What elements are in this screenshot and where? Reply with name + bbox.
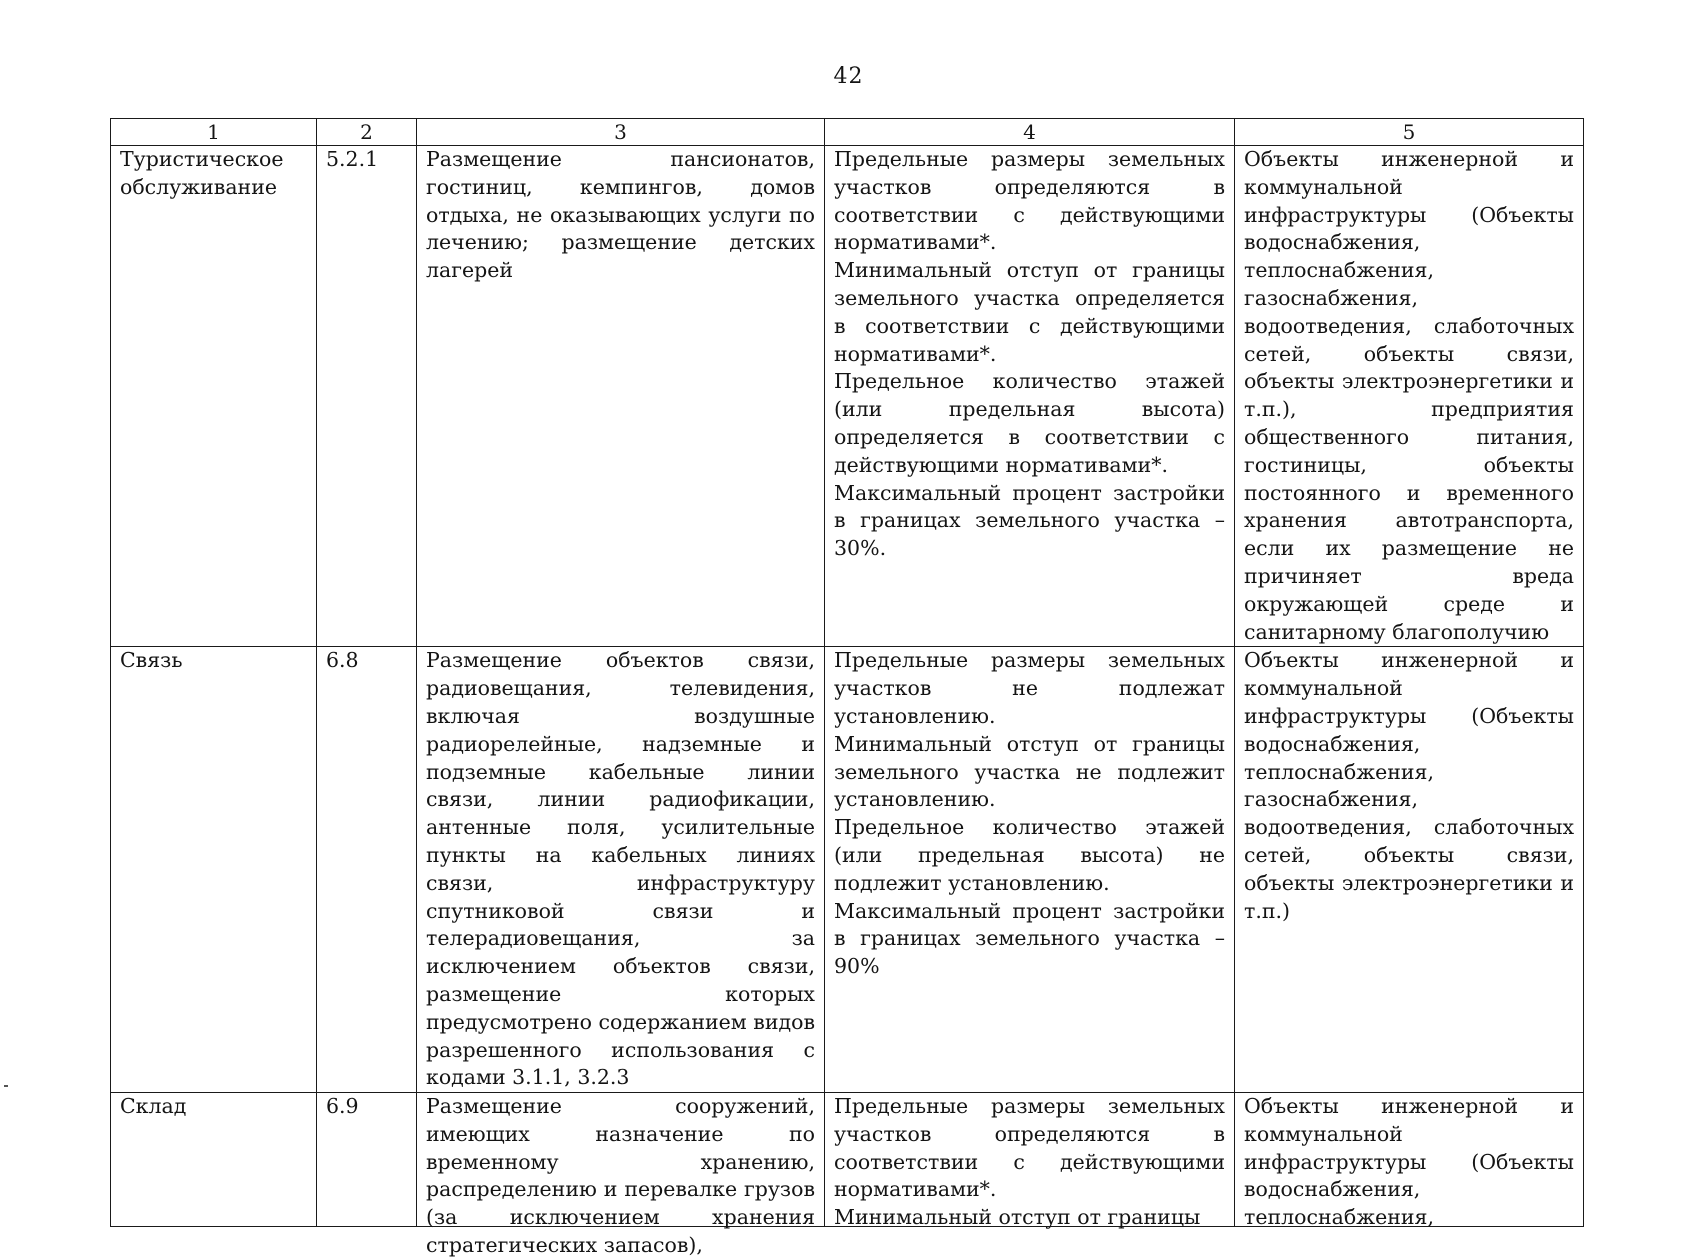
parameters-clip bbox=[834, 1093, 1225, 1230]
parameters-cell bbox=[825, 146, 1235, 647]
parameter-floors: Предельное количество этажей (или предельная высота) не подлежит установлению. bbox=[834, 815, 1225, 895]
parameter-floors: Предельное количество этажей (или предельная высота) определяется в соответствии с действующими нормативами*. bbox=[834, 369, 1225, 477]
use-type-name bbox=[111, 1093, 317, 1227]
parameter-coverage: Максимальный процент застройки в границах земельного участка – 30%. bbox=[834, 480, 1225, 561]
auxiliary-uses: Объекты инженерной и коммунальной инфраструктуры (Объекты водоснабжения, теплоснабжения, газоснабжения, водоотведения, слаботочных сетей, объекты связи, объекты электроэнергетики и т.п.), предприятия общественного питания, гостиницы, объекты постоянного и временного хранения автотранспорта, если их размещение не причиняет вреда окружающей среде и санитарному благополучию bbox=[1235, 146, 1584, 647]
parameter-setback: Минимальный отступ от границы земельного участка определяется в соответствии с действующими нормативами*. bbox=[834, 258, 1225, 366]
table-row bbox=[111, 146, 1584, 647]
use-type-description bbox=[417, 1093, 825, 1258]
table-row bbox=[111, 1093, 1584, 1227]
use-type-code-text: 6.9 bbox=[326, 1094, 359, 1119]
column-header-5: 5 bbox=[1235, 119, 1584, 146]
auxiliary-uses-text: Объекты инженерной и коммунальной инфраструктуры (Объекты водоснабжения, теплоснабжения, bbox=[1244, 1094, 1574, 1230]
parameter-setback: Минимальный отступ от границы земельного участка не подлежит установлению. bbox=[834, 731, 1225, 812]
zoning-table bbox=[110, 118, 1584, 1258]
use-type-name: Туристическое обслуживание bbox=[111, 146, 317, 647]
page-number: 42 bbox=[833, 64, 864, 89]
use-type-code bbox=[317, 1093, 417, 1227]
parameter-plot-size: Предельные размеры земельных участков не подлежат установлению. bbox=[834, 648, 1225, 728]
table-row bbox=[111, 647, 1584, 1093]
scan-margin-mark bbox=[4, 1085, 8, 1087]
column-header-1: 1 bbox=[111, 119, 317, 146]
parameters-cell bbox=[825, 1093, 1235, 1230]
auxiliary-uses: Объекты инженерной и коммунальной инфраструктуры (Объекты водоснабжения, теплоснабжения, газоснабжения, водоотведения, слаботочных сетей, объекты связи, объекты электроэнергетики и т.п.) bbox=[1235, 647, 1584, 1093]
column-header-3: 3 bbox=[417, 119, 825, 146]
use-type-name: Связь bbox=[111, 647, 317, 1093]
use-type-code: 5.2.1 bbox=[317, 146, 417, 647]
use-type-description: Размещение объектов связи, радиовещания, телевидения, включая воздушные радиорелейные, надземные и подземные кабельные линии связи, линии радиофикации, антенные поля, усилительные пункты на кабельных линиях связи, инфраструктуру спутниковой связи и телерадиовещания, за исключением объектов связи, размещение которых предусмотрено содержанием видов разрешенного использования с кодами 3.1.1, 3.2.3 bbox=[417, 647, 825, 1093]
use-type-description: Размещение пансионатов, гостиниц, кемпингов, домов отдыха, не оказывающих услуги по лечению; размещение детских лагерей bbox=[417, 146, 825, 647]
column-header-2: 2 bbox=[317, 119, 417, 146]
parameter-setback: Минимальный отступ от границы bbox=[834, 1205, 1201, 1230]
parameters-cell bbox=[825, 647, 1235, 1093]
use-type-description-text: Размещение сооружений, имеющих назначение по временному хранению, распределению и перевалке грузов (за исключением хранения стратегических запасов), bbox=[426, 1094, 815, 1258]
auxiliary-uses bbox=[1235, 1093, 1584, 1230]
column-header-4: 4 bbox=[825, 119, 1235, 146]
use-type-code: 6.8 bbox=[317, 647, 417, 1093]
parameter-plot-size: Предельные размеры земельных участков определяются в соответствии с действующими нормативами*. bbox=[834, 147, 1225, 255]
parameter-plot-size: Предельные размеры земельных участков определяются в соответствии с действующими нормативами*. bbox=[834, 1094, 1225, 1202]
parameter-coverage: Максимальный процент застройки в границах земельного участка – 90% bbox=[834, 898, 1225, 979]
use-type-name-text: Склад bbox=[120, 1094, 187, 1119]
table-header-row bbox=[111, 119, 1584, 146]
